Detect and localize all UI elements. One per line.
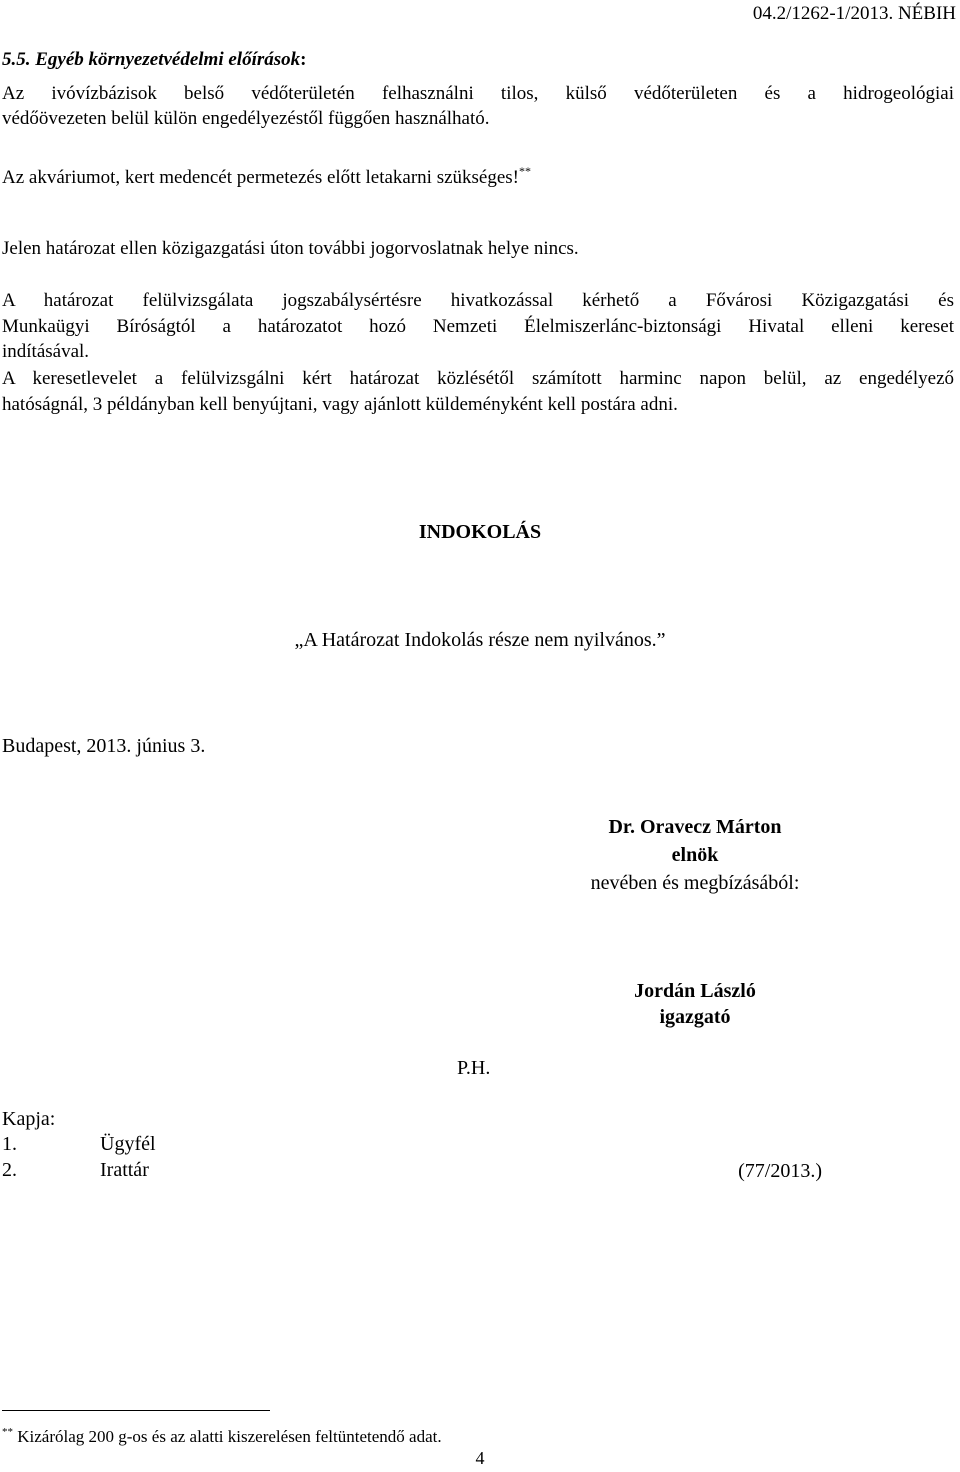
on-behalf-text: nevében és megbízásából: (590, 872, 800, 894)
judicial-review-line-3: indításával. (2, 341, 90, 362)
document-reference: 04.2/1262-1/2013. NÉBIH (752, 3, 956, 24)
judicial-review-line-1: A határozat felülvizsgálata jogszabálysértésre hivatkozással kérhető a Fővárosi Közigazgatási és (2, 290, 954, 311)
section-number: 5.5. (2, 49, 31, 70)
judicial-review-line-2: Munkaügyi Bíróságtól a határozatot hozó Nemzeti Élelmiszerlánc-biztonsági Hivatal elleni kereset (2, 316, 954, 337)
seal-placeholder: P.H. (457, 1057, 491, 1079)
recipients-label: Kapja: (2, 1108, 56, 1130)
section-colon: : (300, 49, 307, 70)
filing-line-2: hatóságnál, 3 példányban kell benyújtani, vagy ajánlott küldeményként kell postára adni. (2, 394, 678, 415)
section-title: Egyéb környezetvédelmi előírások (35, 49, 301, 70)
reasoning-heading: INDOKOLÁS (418, 521, 542, 543)
section-heading (2, 49, 306, 71)
reasoning-text: „A Határozat Indokolás része nem nyilvános.” (294, 629, 666, 651)
filing-line-1: A keresetlevelet a felülvizsgálni kért határozat közlésétől számított harminc napon belül, az engedélyező (2, 368, 954, 389)
recipient-item (2, 1159, 149, 1181)
signer-role: igazgató (659, 1006, 731, 1028)
case-reference: (77/2013.) (738, 1160, 822, 1182)
footnote (2, 1421, 442, 1448)
no-appeal-statement: Jelen határozat ellen közigazgatási úton további jogorvoslatnak helye nincs. (2, 238, 579, 259)
aquarium-paragraph (2, 160, 531, 189)
recipient-name: Ügyfél (100, 1133, 156, 1155)
footnote-divider (2, 1410, 270, 1411)
groundwater-paragraph (2, 83, 954, 105)
recipient-number: 1. (2, 1133, 17, 1155)
aquarium-text: Az akváriumot, kert medencét permetezés előtt letakarni szükséges! (2, 167, 519, 188)
recipient-number: 2. (2, 1159, 17, 1181)
place-and-date: Budapest, 2013. június 3. (2, 735, 206, 757)
signatory-name: Dr. Oravecz Márton (608, 816, 782, 838)
recipient-name: Irattár (100, 1159, 149, 1181)
footnote-text: Kizárólag 200 g-os és az alatti kiszerelésen feltüntetendő adat. (17, 1427, 442, 1446)
recipient-item (2, 1133, 156, 1155)
footnote-reference-mark: ** (519, 164, 531, 178)
footnote-mark: ** (2, 1426, 13, 1438)
page-number: 4 (475, 1448, 485, 1468)
groundwater-line-1: Az ivóvízbázisok belső védőterületén felhasználni tilos, külső védőterületen és a hidrogeológiai (2, 83, 954, 104)
signatory-role: elnök (671, 844, 719, 866)
groundwater-line-2: védőövezeten belül külön engedélyezéstől függően használható. (2, 108, 490, 129)
signer-name: Jordán László (634, 980, 756, 1002)
